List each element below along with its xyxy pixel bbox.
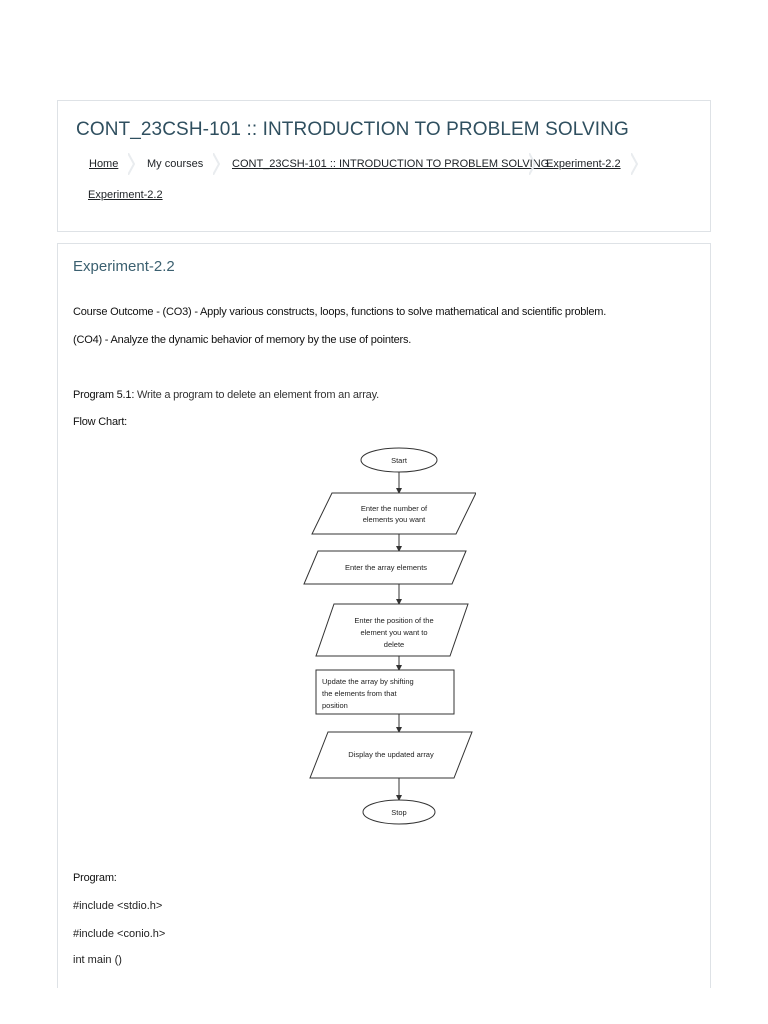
course-title: CONT_23CSH-101 :: INTRODUCTION TO PROBLEM SOLVING — [76, 119, 629, 140]
stop-label: Stop — [391, 808, 407, 817]
program-description — [73, 389, 379, 401]
code-line: int main () — [73, 954, 122, 966]
step4-line2: the elements from that — [322, 689, 397, 698]
step4-line3: position — [322, 701, 348, 710]
step3-line2: element you want to — [360, 628, 428, 637]
breadcrumb-section[interactable]: Experiment-2.2 — [546, 158, 621, 170]
course-outcome-co3: Course Outcome - (CO3) - Apply various constructs, loops, functions to solve mathematical and scientific problem. — [73, 306, 607, 318]
course-header-card — [57, 100, 711, 232]
chevron-right-icon — [529, 153, 537, 175]
start-label: Start — [391, 456, 407, 465]
flowchart-label: Flow Chart: — [73, 416, 128, 428]
main-content-card — [57, 243, 711, 988]
course-outcome-co4: (CO4) - Analyze the dynamic behavior of memory by the use of pointers. — [73, 334, 412, 346]
step1-line2: elements you want — [362, 515, 426, 524]
breadcrumb-my-courses[interactable]: My courses — [147, 158, 204, 170]
program-text: Write a program to delete an element from an array. — [134, 389, 379, 401]
step2-label: Enter the array elements — [344, 563, 428, 572]
step4-line1: Update the array by shifting — [322, 677, 414, 686]
input-count-node — [312, 493, 476, 534]
step3-line1: Enter the position of the — [354, 616, 434, 625]
program-heading: Program: — [73, 872, 117, 884]
chevron-right-icon — [213, 153, 221, 175]
program-label: Program 5.1: — [73, 389, 135, 401]
step1-line1: Enter the number of — [360, 504, 428, 513]
chevron-right-icon — [128, 153, 136, 175]
step3-line3: delete — [383, 640, 405, 649]
breadcrumb-home[interactable]: Home — [89, 158, 119, 170]
chevron-right-icon — [631, 153, 639, 175]
breadcrumb-course[interactable]: CONT_23CSH-101 :: INTRODUCTION TO PROBLEM SOLVING — [232, 158, 550, 170]
code-line: #include <conio.h> — [73, 928, 166, 940]
flowchart-diagram — [296, 442, 476, 828]
code-line: #include <stdio.h> — [73, 900, 163, 912]
breadcrumb-current[interactable]: Experiment-2.2 — [88, 189, 163, 201]
page-title: Experiment-2.2 — [73, 258, 175, 275]
step5-label: Display the updated array — [348, 750, 434, 759]
